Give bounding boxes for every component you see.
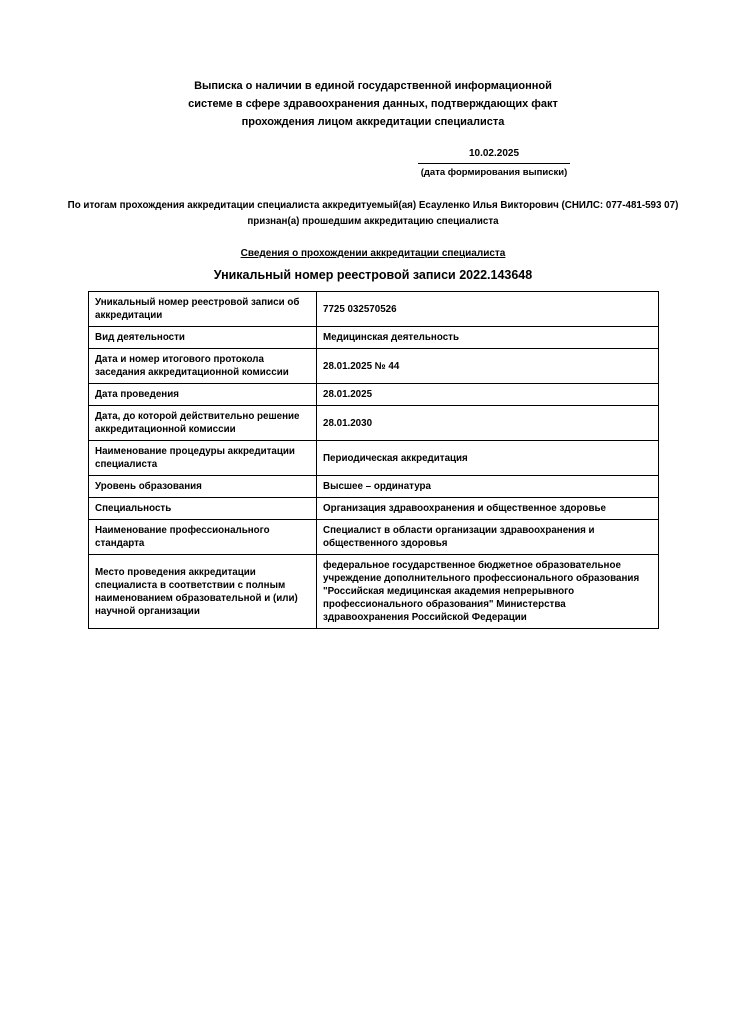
- row-label: Уникальный номер реестровой записи об аккредитации: [89, 292, 317, 327]
- row-label: Наименование профессионального стандарта: [89, 520, 317, 555]
- section-heading: Сведения о прохождении аккредитации специалиста: [240, 248, 506, 259]
- issue-date-block: [418, 147, 570, 179]
- row-value: Периодическая аккредитация: [317, 441, 659, 476]
- issue-date: 10.02.2025: [418, 147, 570, 164]
- accreditation-table: [88, 291, 659, 629]
- row-label: Вид деятельности: [89, 327, 317, 349]
- intro-paragraph: По итогам прохождения аккредитации специалиста аккредитуемый(ая) Есауленко Илья Викторович (СНИЛС: 077-481-593 07) признан(а) прошедшим аккредитацию специалиста: [67, 200, 679, 227]
- table-row: [89, 384, 659, 406]
- document-title-line-1: Выписка о наличии в единой государственной информационной: [194, 80, 552, 92]
- table-row: [89, 476, 659, 498]
- row-value: 28.01.2025: [317, 384, 659, 406]
- table-row: [89, 327, 659, 349]
- table-row: [89, 520, 659, 555]
- document-title-line-2: системе в сфере здравоохранения данных, подтверждающих факт: [188, 98, 558, 110]
- table-row: [89, 292, 659, 327]
- row-label: Уровень образования: [89, 476, 317, 498]
- row-label: Наименование процедуры аккредитации специалиста: [89, 441, 317, 476]
- table-row: [89, 406, 659, 441]
- table-row: [89, 498, 659, 520]
- row-label: Специальность: [89, 498, 317, 520]
- table-row: [89, 441, 659, 476]
- document-title-line-3: прохождения лицом аккредитации специалиста: [241, 116, 505, 128]
- issue-date-caption: (дата формирования выписки): [420, 167, 568, 178]
- row-value: Организация здравоохранения и общественное здоровье: [317, 498, 659, 520]
- row-label: Дата проведения: [89, 384, 317, 406]
- row-value: 28.01.2030: [317, 406, 659, 441]
- row-value: Высшее – ординатура: [317, 476, 659, 498]
- row-label: Дата и номер итогового протокола заседания аккредитационной комиссии: [89, 349, 317, 384]
- table-row: [89, 555, 659, 629]
- document-title: [0, 0, 746, 131]
- row-value: 28.01.2025 № 44: [317, 349, 659, 384]
- row-value: Специалист в области организации здравоохранения и общественного здоровья: [317, 520, 659, 555]
- table-row: [89, 349, 659, 384]
- row-value: 7725 032570526: [317, 292, 659, 327]
- row-label: Место проведения аккредитации специалиста в соответствии с полным наименованием образовательной и (или) научной организации: [89, 555, 317, 629]
- row-value: Медицинская деятельность: [317, 327, 659, 349]
- row-value: федеральное государственное бюджетное образовательное учреждение дополнительного профессионального образования "Российская медицинская академия непрерывного профессионального образования" Министерства здравоохранения Российской Федерации: [317, 555, 659, 629]
- registry-number-heading: Уникальный номер реестровой записи 2022.143648: [213, 268, 533, 282]
- row-label: Дата, до которой действительно решение аккредитационной комиссии: [89, 406, 317, 441]
